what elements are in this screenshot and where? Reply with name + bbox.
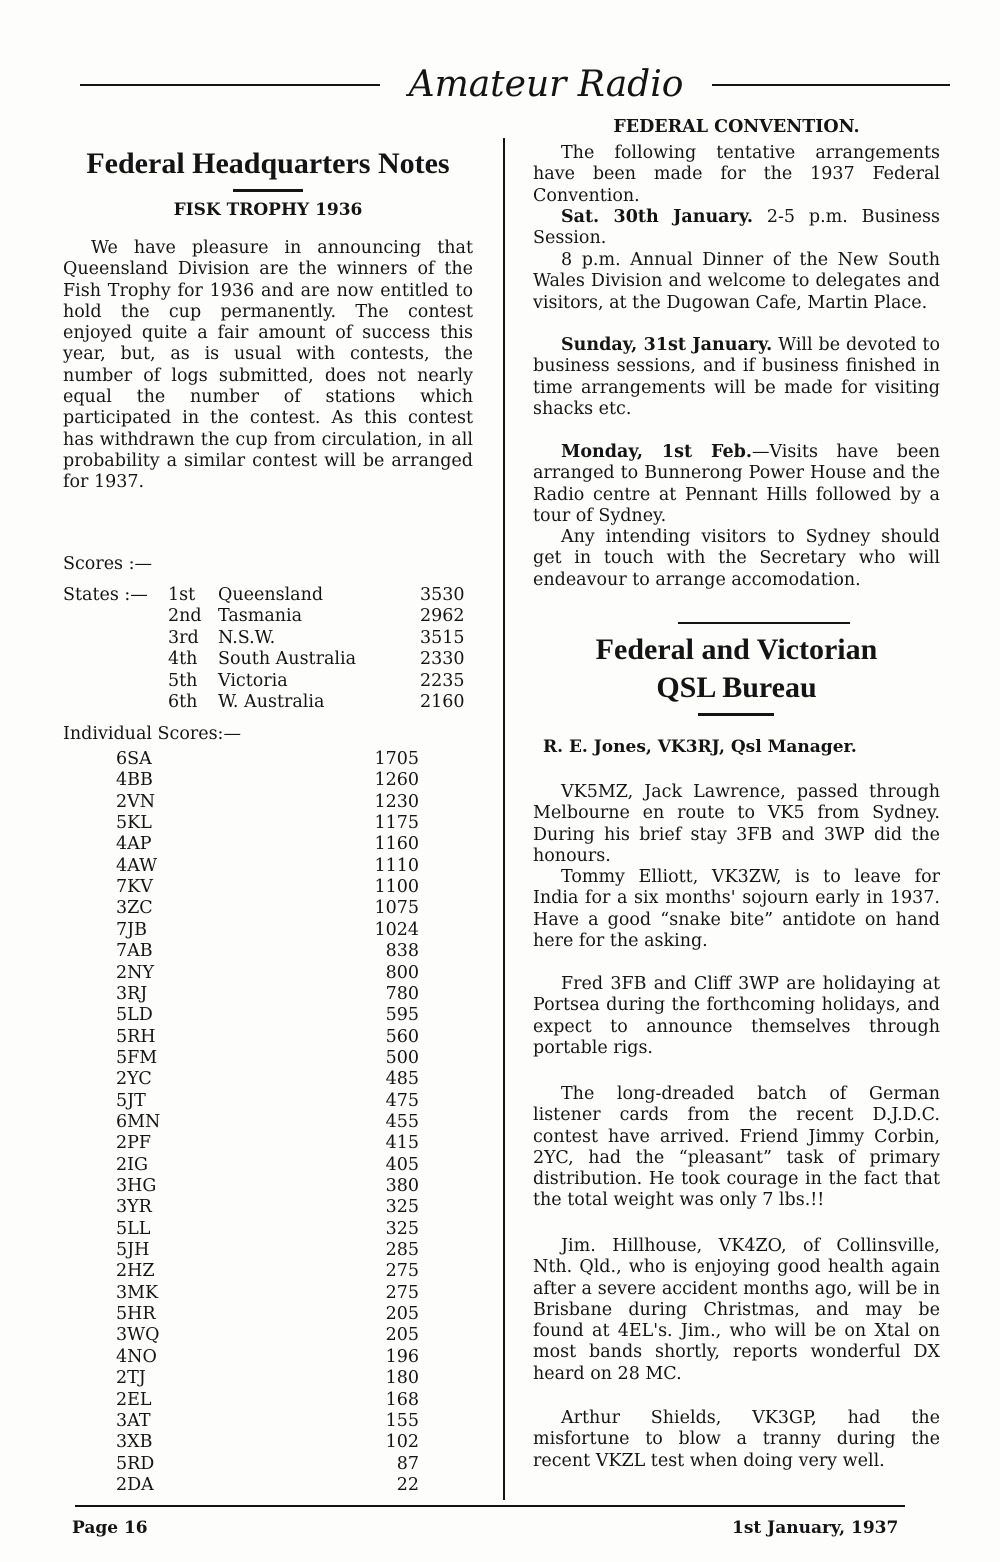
convention-monday — [533, 442, 940, 527]
state-score: 3530 — [420, 585, 465, 605]
federal-convention-heading: FEDERAL CONVENTION. — [613, 117, 860, 137]
masthead-rule-right — [712, 84, 950, 86]
individual-score: 1230 — [374, 791, 419, 812]
fisk-trophy-intro: We have pleasure in announcing that Queensland Division are the winners of the Fish Trophy for 1936 and are now entitled to hold the cup permanently. The contest enjoyed quite a fair amount of success this year, but, as is usual with contests, the number of logs submitted, does not nearly equal the number of stations which participated in the contest. As this contest has withdrawn the cup from circulation, in all probability a similar contest will be arranged for 1937. — [63, 238, 473, 493]
state-rank: 2nd — [168, 606, 202, 627]
individual-score: 22 — [396, 1474, 419, 1495]
individual-score-row — [63, 1283, 473, 1304]
individual-score-row — [63, 1347, 473, 1368]
callsign: 5HR — [116, 1304, 156, 1325]
individual-score-row — [63, 1112, 473, 1133]
individual-score-row — [63, 1048, 473, 1069]
callsign: 2IG — [116, 1154, 149, 1175]
individual-score: 455 — [385, 1111, 419, 1132]
issue-date: 1st January, 1937 — [732, 1518, 899, 1538]
individual-score: 87 — [396, 1453, 419, 1474]
monday-label: Monday, 1st Feb. — [561, 442, 752, 462]
qsl-bureau-heading-line2: QSL Bureau — [656, 671, 817, 704]
individual-score: 102 — [385, 1432, 419, 1453]
individual-score-row — [63, 1432, 473, 1453]
individual-score: 415 — [385, 1133, 419, 1154]
state-score-row — [63, 649, 473, 671]
callsign: 5RD — [116, 1453, 155, 1474]
individual-score: 1260 — [374, 770, 419, 791]
saturday-text: 2-5 p.m. Business Session. — [533, 207, 940, 249]
masthead-rule-left — [80, 84, 380, 86]
state-score-row — [63, 585, 473, 607]
state-score-row — [63, 628, 473, 650]
individual-score: 405 — [385, 1154, 419, 1175]
callsign: 7KV — [116, 877, 153, 898]
callsign: 5RH — [116, 1026, 156, 1047]
callsign: 2YC — [116, 1069, 152, 1090]
individual-score: 325 — [385, 1197, 419, 1218]
callsign: 4BB — [116, 770, 153, 791]
callsign: 4AW — [116, 855, 158, 876]
state-rank: 3rd — [168, 627, 199, 648]
footer-rule — [75, 1505, 905, 1507]
individual-score: 1100 — [374, 877, 419, 898]
callsign: 5KL — [116, 813, 152, 834]
individual-score: 560 — [385, 1026, 419, 1047]
callsign: 5JT — [116, 1090, 146, 1111]
sunday-text: Will be devoted to business sessions, and if business finished in time arrangements will be made for visiting shacks etc. — [533, 335, 940, 419]
individual-score: 205 — [385, 1325, 419, 1346]
callsign: 3XB — [116, 1432, 153, 1453]
individual-score-row — [63, 963, 473, 984]
individual-score-row — [63, 898, 473, 919]
individual-score-row — [63, 1304, 473, 1325]
qsl-paragraph-german-cards: The long-dreaded batch of German listener cards from the recent D.J.D.C. contest have arrived. Friend Jimmy Corbin, 2YC, had the “pleasant” task of primary distribution. He took courage in the fact that the total weight was only 7 lbs.!! — [533, 1084, 940, 1211]
individual-score: 168 — [385, 1389, 419, 1410]
callsign: 6MN — [116, 1111, 161, 1132]
qsl-paragraph-portsea: Fred 3FB and Cliff 3WP are holidaying at Portsea during the forthcoming holidays, and expect to announce themselves through portable rigs. — [533, 974, 940, 1058]
individual-score-row — [63, 1261, 473, 1282]
callsign: 5LL — [116, 1218, 151, 1239]
callsign: 2HZ — [116, 1261, 155, 1282]
fisk-trophy-subheading: FISK TROPHY 1936 — [173, 200, 363, 220]
state-score: 3515 — [420, 627, 465, 648]
state-score: 2235 — [420, 670, 465, 691]
saturday-label: Sat. 30th January. — [561, 207, 753, 227]
individual-score-row — [63, 941, 473, 962]
qsl-bureau-heading-line1: Federal and Victorian — [595, 633, 878, 666]
qsl-manager-line: R. E. Jones, VK3RJ, Qsl Manager. — [543, 737, 857, 757]
state-name: Victoria — [218, 670, 288, 691]
individual-score: 800 — [385, 962, 419, 983]
state-score: 2330 — [420, 649, 465, 670]
monday-text: —Visits have been arranged to Bunnerong Power House and the Radio centre at Pennant Hills followed by a tour of Sydney. — [533, 442, 940, 526]
individual-score: 275 — [385, 1261, 419, 1282]
qsl-paragraph-vk4zo: Jim. Hillhouse, VK4ZO, of Collinsville, Nth. Qld., who is enjoying good health again after a severe accident months ago, will be in Brisbane during Christmas, and may be found at 4EL's. Jim., who will be on Xtal on most bands shortly, reports wonderful DX heard on 28 MC. — [533, 1236, 940, 1384]
individual-score: 485 — [385, 1069, 419, 1090]
callsign: 4NO — [116, 1346, 157, 1367]
individual-score: 205 — [385, 1304, 419, 1325]
convention-saturday — [533, 207, 940, 250]
individual-score-row — [63, 813, 473, 834]
individual-score-row — [63, 1176, 473, 1197]
callsign: 5JH — [116, 1240, 150, 1261]
individual-score-row — [63, 834, 473, 855]
individual-score: 155 — [385, 1410, 419, 1431]
callsign: 2TJ — [116, 1368, 146, 1389]
individual-score: 285 — [385, 1240, 419, 1261]
individual-score-row — [63, 1027, 473, 1048]
callsign: 2PF — [116, 1133, 152, 1154]
individual-score: 1024 — [374, 919, 419, 940]
individual-score-row — [63, 1133, 473, 1154]
section-rule — [678, 622, 850, 624]
individual-score: 180 — [385, 1368, 419, 1389]
callsign: 2DA — [116, 1474, 154, 1495]
individual-score: 500 — [385, 1047, 419, 1068]
individual-score: 595 — [385, 1005, 419, 1026]
individual-score-row — [63, 1197, 473, 1218]
sunday-label: Sunday, 31st January. — [561, 335, 773, 355]
state-name: Queensland — [218, 585, 324, 605]
states-label: States :— — [63, 585, 148, 605]
state-score: 2962 — [420, 606, 465, 627]
individual-score-row — [63, 1005, 473, 1026]
masthead — [80, 62, 950, 108]
individual-score-row — [63, 1325, 473, 1346]
individual-score: 1110 — [374, 855, 419, 876]
convention-dinner: 8 p.m. Annual Dinner of the New South Wales Division and welcome to delegates and visitors, at the Dugowan Cafe, Martin Place. — [533, 250, 940, 313]
qsl-paragraph-vk3zw: Tommy Elliott, VK3ZW, is to leave for India for a six months' sojourn early in 1937. Have a good “snake bite” antidote on hand here for the asking. — [533, 867, 940, 951]
callsign: 7JB — [116, 919, 148, 940]
callsign: 5LD — [116, 1005, 153, 1026]
individual-score-row — [63, 1475, 473, 1496]
callsign: 7AB — [116, 941, 153, 962]
callsign: 6SA — [116, 749, 152, 769]
convention-visitors: Any intending visitors to Sydney should get in touch with the Secretary who will endeavour to arrange accomodation. — [533, 527, 940, 590]
individual-score: 325 — [385, 1218, 419, 1239]
individual-score: 475 — [385, 1090, 419, 1111]
state-rank: 5th — [168, 670, 198, 691]
state-rank: 1st — [168, 585, 196, 605]
individual-score-row — [63, 1368, 473, 1389]
individual-scores-label: Individual Scores:— — [63, 724, 241, 744]
individual-score-row — [63, 749, 473, 770]
callsign: 5FM — [116, 1047, 158, 1068]
callsign: 2VN — [116, 791, 156, 812]
individual-score-row — [63, 856, 473, 877]
individual-score-row — [63, 1390, 473, 1411]
heading-rule — [233, 189, 303, 192]
callsign: 3HG — [116, 1176, 157, 1196]
individual-score-row — [63, 1091, 473, 1112]
individual-score: 1175 — [374, 813, 419, 834]
column-divider — [503, 138, 505, 1500]
individual-score-row — [63, 1454, 473, 1475]
qsl-paragraph-vk5mz: VK5MZ, Jack Lawrence, passed through Melbourne en route to VK5 from Sydney. During his brief stay 3FB and 3WP did the honours. — [533, 782, 940, 866]
state-name: South Australia — [218, 649, 357, 670]
individual-score-row — [63, 1411, 473, 1432]
individual-score-row — [63, 984, 473, 1005]
convention-intro: The following tentative arrangements have been made for the 1937 Federal Convention. — [533, 143, 940, 206]
individual-score: 1160 — [374, 834, 419, 855]
callsign: 3WQ — [116, 1325, 160, 1346]
page-number: Page 16 — [72, 1518, 148, 1538]
callsign: 3RJ — [116, 983, 148, 1004]
individual-score: 838 — [385, 941, 419, 962]
callsign: 3AT — [116, 1410, 151, 1431]
state-rank: 6th — [168, 692, 198, 712]
state-name: N.S.W. — [218, 627, 276, 648]
callsign: 3YR — [116, 1197, 152, 1218]
qsl-paragraph-vk3gp: Arthur Shields, VK3GP, had the misfortune to blow a tranny during the recent VKZL test when doing very well. — [533, 1408, 940, 1471]
individual-score: 275 — [385, 1282, 419, 1303]
individual-score: 196 — [385, 1346, 419, 1367]
state-name: Tasmania — [218, 606, 303, 627]
individual-score: 1705 — [374, 749, 419, 769]
individual-score: 780 — [385, 983, 419, 1004]
individual-score-row — [63, 1069, 473, 1090]
state-score-row — [63, 692, 473, 714]
callsign: 3ZC — [116, 898, 153, 919]
callsign: 3MK — [116, 1282, 159, 1303]
individual-score-row — [63, 1240, 473, 1261]
individual-score-row — [63, 920, 473, 941]
individual-score-row — [63, 877, 473, 898]
callsign: 2EL — [116, 1389, 152, 1410]
individual-score-row — [63, 1219, 473, 1240]
convention-sunday — [533, 335, 940, 420]
individual-score: 380 — [385, 1176, 419, 1196]
state-rank: 4th — [168, 649, 198, 670]
state-name: W. Australia — [218, 692, 325, 712]
individual-score-row — [63, 792, 473, 813]
scores-label: Scores :— — [63, 554, 152, 574]
state-score-row — [63, 606, 473, 628]
state-score: 2160 — [420, 692, 465, 712]
state-score-row — [63, 671, 473, 693]
callsign: 4AP — [116, 834, 152, 855]
callsign: 2NY — [116, 962, 154, 983]
individual-score-row — [63, 1155, 473, 1176]
individual-score-row — [63, 770, 473, 791]
masthead-title: Amateur Radio — [408, 64, 684, 105]
qsl-heading-rule — [698, 713, 774, 716]
individual-score: 1075 — [374, 898, 419, 919]
federal-headquarters-heading: Federal Headquarters Notes — [86, 147, 450, 180]
